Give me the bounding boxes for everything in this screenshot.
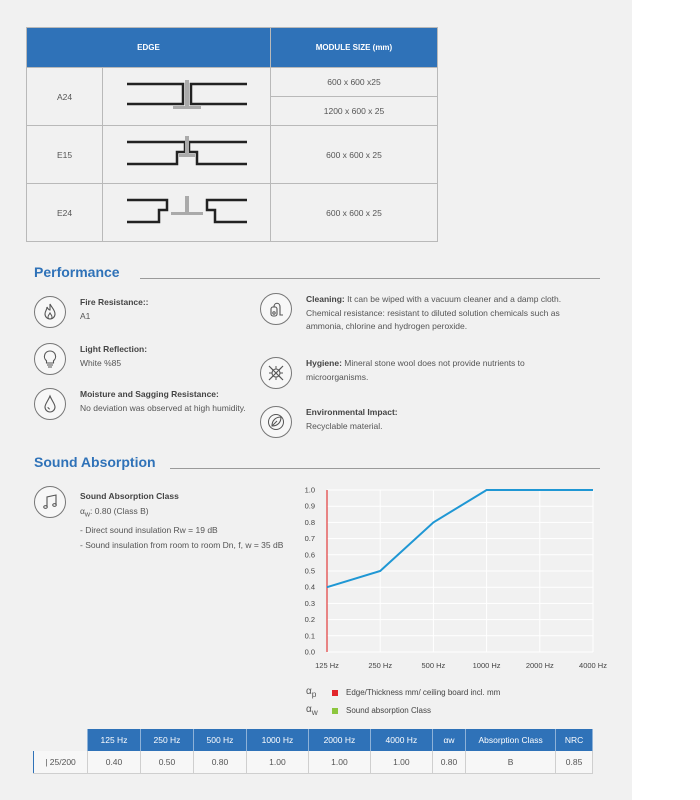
module-size-e15: 600 x 600 x 25: [271, 126, 438, 184]
moisture-title: Moisture and Sagging Resistance:: [80, 389, 219, 399]
e15-profile-drawing: [127, 134, 247, 174]
hygiene-title: Hygiene:: [306, 358, 342, 368]
y-tick-label: 0.7: [304, 534, 315, 544]
x-tick-label: 4000 Hz: [579, 661, 607, 670]
performance-heading: Performance: [34, 264, 126, 280]
x-tick-label: 2000 Hz: [525, 661, 554, 670]
module-size-a24-1: 600 x 600 x25: [271, 68, 438, 97]
hygiene-value: Mineral stone wool does not provide nutrients to microorganisms.: [306, 358, 525, 382]
cleaning-title: Cleaning:: [306, 294, 345, 304]
absorption-cell-edge: | 25/200: [34, 751, 88, 773]
absorption-header-blank: [34, 729, 88, 751]
fire-resistance-item: [34, 296, 254, 328]
absorption-header-1000: 1000 Hz: [246, 729, 308, 751]
alpha-value: : 0.80 (Class B): [90, 506, 149, 516]
y-tick-label: 1.0: [304, 485, 315, 495]
edge-header: EDGE: [27, 28, 271, 68]
legend-item-class: [306, 704, 431, 717]
x-tick-label: 500 Hz: [421, 661, 446, 670]
y-tick-label: 0.1: [304, 631, 315, 641]
light-reflection-item: [34, 343, 254, 375]
y-tick-label: 0.4: [304, 582, 315, 592]
module-size-header: MODULE SIZE (mm): [271, 28, 438, 68]
music-notes-icon: [34, 486, 66, 518]
absorption-header-2000: 2000 Hz: [308, 729, 370, 751]
direct-insulation-text: - Direct sound insulation Rw = 19 dB: [80, 524, 218, 535]
absorption-table: [33, 729, 593, 774]
room-insulation-text: - Sound insulation from room to room Dn, f, w = 35 dB: [80, 539, 284, 550]
fire-resistance-title: Fire Resistance::: [80, 297, 149, 307]
sound-class-title: Sound Absorption Class: [80, 491, 179, 501]
edge-name-e24: E24: [27, 184, 103, 242]
absorption-data-row: [34, 751, 593, 773]
absorption-cell-4000: 1.00: [370, 751, 432, 773]
legend-green-square: [332, 708, 338, 714]
leaf-icon: [260, 406, 292, 438]
y-tick-label: 0.9: [304, 501, 315, 511]
sound-divider: [170, 468, 600, 469]
absorption-header-row: [34, 729, 593, 751]
absorption-cell-250: 0.50: [140, 751, 193, 773]
performance-divider: [140, 278, 600, 279]
a24-profile-drawing: [127, 76, 247, 116]
edge-table: [26, 27, 438, 242]
flame-icon: [34, 296, 66, 328]
x-tick-label: 250 Hz: [368, 661, 393, 670]
environmental-item: [260, 406, 600, 438]
edge-drawing-e15: [103, 126, 271, 184]
absorption-header-class: Absorption Class: [466, 729, 556, 751]
absorption-header-250: 250 Hz: [140, 729, 193, 751]
x-tick-label: 125 Hz: [315, 661, 339, 670]
y-tick-label: 0.5: [304, 566, 315, 576]
y-tick-label: 0.6: [304, 550, 315, 560]
environmental-value: Recyclable material.: [306, 420, 383, 431]
e24-profile-drawing: [127, 192, 247, 232]
absorption-header-125: 125 Hz: [88, 729, 141, 751]
light-reflection-title: Light Reflection:: [80, 344, 148, 354]
legend-edge-label: Edge/Thickness mm/ ceiling board incl. mm: [346, 688, 501, 697]
edge-drawing-a24: [103, 68, 271, 126]
absorption-cell-125: 0.40: [88, 751, 141, 773]
absorption-header-nrc: NRC: [556, 729, 593, 751]
module-size-e24: 600 x 600 x 25: [271, 184, 438, 242]
fire-resistance-value: A1: [80, 310, 91, 321]
moisture-value: No deviation was observed at high humidity.: [80, 402, 246, 413]
x-tick-label: 1000 Hz: [472, 661, 501, 670]
legend-alpha-w: $\alpha_w$: [306, 704, 318, 717]
absorption-chart: [300, 478, 620, 678]
absorption-cell-2000: 1.00: [308, 751, 370, 773]
y-tick-label: 0.0: [304, 647, 315, 657]
water-drop-icon: [34, 388, 66, 420]
cleaning-value: It can be wiped with a vacuum cleaner and a damp cloth. Chemical resistance: resistant to diluted solution chemicals such as ammonia, chlorine and hydrogen peroxide.: [306, 294, 562, 331]
moisture-item: [34, 388, 264, 420]
legend-alpha-p: $\alpha_p$: [306, 686, 317, 699]
vacuum-cleaner-icon: [260, 293, 292, 325]
edge-drawing-e24: [103, 184, 271, 242]
absorption-cell-nrc: 0.85: [556, 751, 593, 773]
no-germs-icon: [260, 357, 292, 389]
legend-red-square: [332, 690, 338, 696]
legend-class-label: Sound absorption Class: [346, 706, 431, 715]
edge-name-e15: E15: [27, 126, 103, 184]
edge-name-a24: A24: [27, 68, 103, 126]
absorption-header-alpha: αw: [432, 729, 465, 751]
cleaning-item: [260, 293, 600, 334]
absorption-header-500: 500 Hz: [193, 729, 246, 751]
sound-alpha-line: [80, 504, 290, 523]
light-reflection-value: White %85: [80, 357, 122, 368]
absorption-header-4000: 4000 Hz: [370, 729, 432, 751]
absorption-cell-1000: 1.00: [246, 751, 308, 773]
lightbulb-icon: [34, 343, 66, 375]
absorption-cell-alpha: 0.80: [432, 751, 465, 773]
y-tick-label: 0.8: [304, 517, 315, 527]
sound-absorption-details: [80, 489, 290, 553]
y-tick-label: 0.3: [304, 598, 315, 608]
absorption-cell-500: 0.80: [193, 751, 246, 773]
environmental-title: Environmental Impact:: [306, 407, 398, 417]
module-size-a24-2: 1200 x 600 x 25: [271, 97, 438, 126]
alpha-subscript: w: [84, 510, 91, 519]
legend-item-edge: [306, 686, 500, 699]
absorption-cell-class: B: [466, 751, 556, 773]
sound-absorption-heading: Sound Absorption: [34, 454, 162, 470]
alpha-symbol: α: [80, 506, 85, 516]
y-tick-label: 0.2: [304, 615, 315, 625]
hygiene-item: [260, 357, 600, 389]
